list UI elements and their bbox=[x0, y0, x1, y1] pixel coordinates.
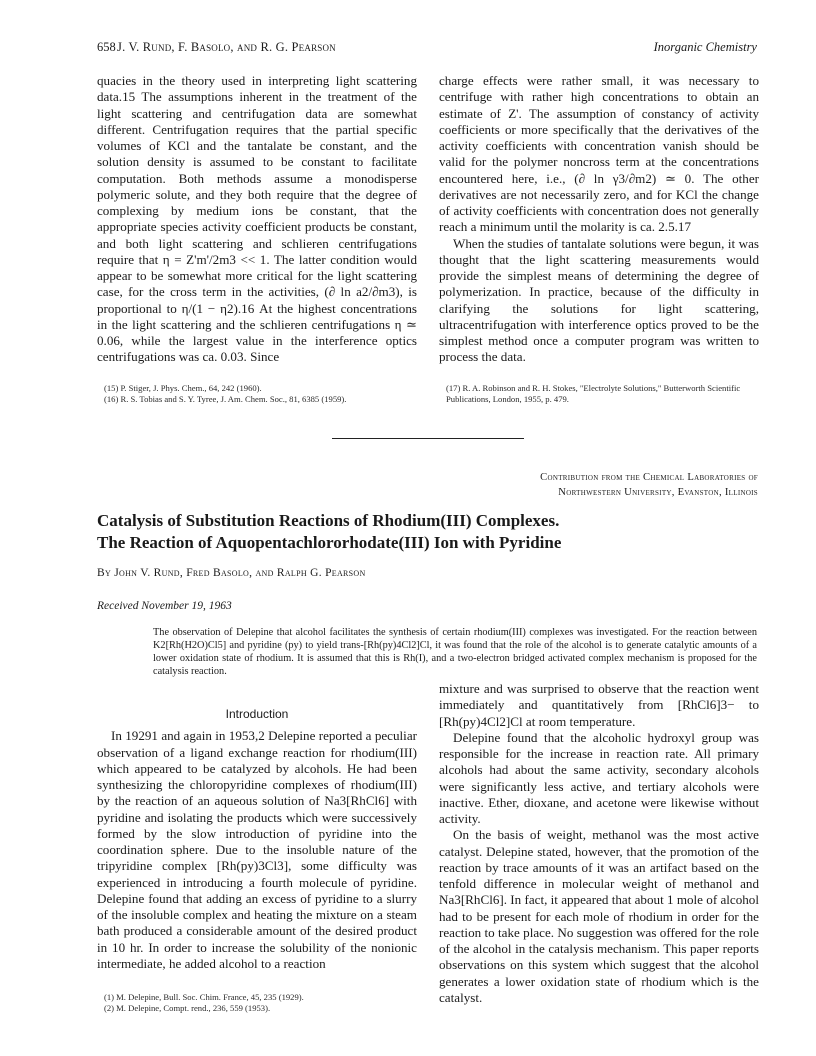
footnotes-top-left bbox=[104, 383, 424, 405]
top-left-column bbox=[97, 73, 417, 366]
footnote: (15) P. Stiger, J. Phys. Chem., 64, 242 (1960). bbox=[104, 383, 262, 393]
contribution-line-1: Contribution from the Chemical Laboratories of bbox=[540, 472, 758, 483]
paragraph: In 19291 and again in 1953,2 Delepine reported a peculiar observation of a ligand exchange reaction for rhodium(III) which appeared to be catalyzed by alcohols. He had been synthesizing the chloropyridine complexes of rhodium(III) by the reaction of an aqueous solution of Na3[RhCl6] with pyridine and isolating the products which were successively formed by the slow introduction of pyridine into the coordination sphere. Due to the insoluble nature of the tripyridine complex [Rh(py)3Cl3], some difficulty was experienced in introducing a fourth molecule of pyridine. Delepine found that adding an excess of pyridine to a slurry of the insoluble complex and heating the mixture on a steam bath produced a considerable amount of the desired product in 10 hr. In order to increase the solubility of the nonionic intermediate, he added alcohol to a reaction bbox=[97, 728, 417, 971]
footnotes-top-right bbox=[446, 383, 758, 405]
article-title bbox=[97, 510, 777, 553]
top-right-column bbox=[439, 73, 759, 366]
title-line-2: The Reaction of Aquopentachlororhodate(III) Ion with Pyridine bbox=[97, 532, 562, 552]
journal-name: Inorganic Chemistry bbox=[653, 40, 757, 54]
bottom-left-column bbox=[97, 706, 417, 972]
running-header bbox=[97, 40, 757, 60]
paragraph: quacies in the theory used in interpreting light scattering data.15 The assumptions inherent in the treatment of the light scattering and centrifugation data are somewhat different. Centrifugation requires that the partial specific volumes of KCl and the tantalate be constant, and the solution density is assumed to be constant to facilitate computation. Both methods assume a monodisperse polymeric solute, and they both require that the degree of complexing by medium ions be constant, that the appropriate species activity coefficient products be constant, and both light scattering and schlieren centrifugations require that η = Z'm'/2m3 << 1. The latter condition would appear to be somewhat more critical for the light scattering case, for the cross term in the activities, (∂ ln a2/∂m3), is proportional to η/(1 − η2).16 At the highest concentrations in the light scattering and the schlieren centrifugations η ≃ 0.06, while the largest value in the interference optics centrifugations was ca. 0.03. Since bbox=[97, 73, 417, 365]
section-heading: Introduction bbox=[225, 707, 289, 721]
paragraph: When the studies of tantalate solutions were begun, it was thought that the light scattering measurements would provide the simplest means of determining the degree of polymerization. In practice, because of the difficulty in clarifying the solutions for light scattering, ultracentrifugation with interference optics proved to be the simplest method once a computer program was written to process the data. bbox=[439, 235, 759, 365]
contribution-line-2: Northwestern University, Evanston, Illinois bbox=[558, 487, 758, 498]
abstract: The observation of Delepine that alcohol facilitates the synthesis of certain rhodium(III) complexes was investigated. For the reaction between K2[Rh(H2O)Cl5] and pyridine (py) to yield trans-[Rh(py)4Cl2]Cl, it was found that the role of the alcohol is to generate catalytic amounts of a lower oxidation state of rhodium. It is assumed that this is Rh(I), and a two-electron bridged activated complex mechanism is proposed for the catalysis reaction. bbox=[153, 627, 757, 678]
footnote: (1) M. Delepine, Bull. Soc. Chim. France, 45, 235 (1929). bbox=[104, 992, 304, 1002]
footnote: (17) R. A. Robinson and R. H. Stokes, "Electrolyte Solutions," Butterworth Scientific Publications, London, 1955, p. 479. bbox=[446, 383, 741, 404]
bottom-right-column bbox=[439, 681, 759, 1006]
byline: By John V. Rund, Fred Basolo, and Ralph G. Pearson bbox=[97, 567, 366, 579]
paragraph: mixture and was surprised to observe that the reaction went immediately and quantitatively from [RhCl6]3− to [Rh(py)4Cl2]Cl at room temperature. bbox=[439, 681, 759, 729]
footnote: (16) R. S. Tobias and S. Y. Tyree, J. Am. Chem. Soc., 81, 6385 (1959). bbox=[104, 394, 347, 404]
received-date: Received November 19, 1963 bbox=[97, 600, 232, 612]
footnotes-bottom-left bbox=[104, 992, 424, 1014]
paragraph: charge effects were rather small, it was necessary to centrifuge with rather high concentrations to obtain an estimate of Z'. The assumption of constancy of activity coefficients or more specifically that the derivatives of the activity coefficients with concentration vanish should be valid for the polymer noncross term at the concentrations encountered here, i.e., (∂ ln γ3/∂m2) ≃ 0. The other derivatives are not necessarily zero, and for KCl the change of activity coefficients with concentration does not generally reach a minimum until the molarity is ca. 2.5.17 bbox=[439, 73, 759, 235]
paragraph: On the basis of weight, methanol was the most active catalyst. Delepine stated, however, that the promotion of the reaction by trace amounts of it was an artifact based on the tenfold difference in molecular weight of methanol and Na3[RhCl6]. In fact, it appeared that about 1 mole of alcohol had to be present for each mole of rhodium in order for the reaction to take place. No suggestion was offered for the role of the alcohol in the catalysis mechanism. This paper reports observations on this system which suggest that the alcohol generates a lower oxidation state of rhodium which is the catalyst. bbox=[439, 827, 759, 1005]
contribution-line bbox=[428, 470, 758, 500]
page-number: 658 bbox=[97, 40, 116, 54]
paragraph: Delepine found that the alcoholic hydroxyl group was responsible for the increase in reaction rate. All primary alcohols had about the same activity, secondary alcohols were significantly less active, and tertiary alcohols were inactive. Ether, dioxane, and acetone were likewise without activity. bbox=[439, 729, 759, 826]
footnote: (2) M. Delepine, Compt. rend., 236, 559 (1953). bbox=[104, 1003, 271, 1013]
section-divider bbox=[332, 438, 524, 439]
header-authors: J. V. Rund, F. Basolo, and R. G. Pearson bbox=[117, 40, 336, 54]
title-line-1: Catalysis of Substitution Reactions of Rhodium(III) Complexes. bbox=[97, 511, 560, 530]
